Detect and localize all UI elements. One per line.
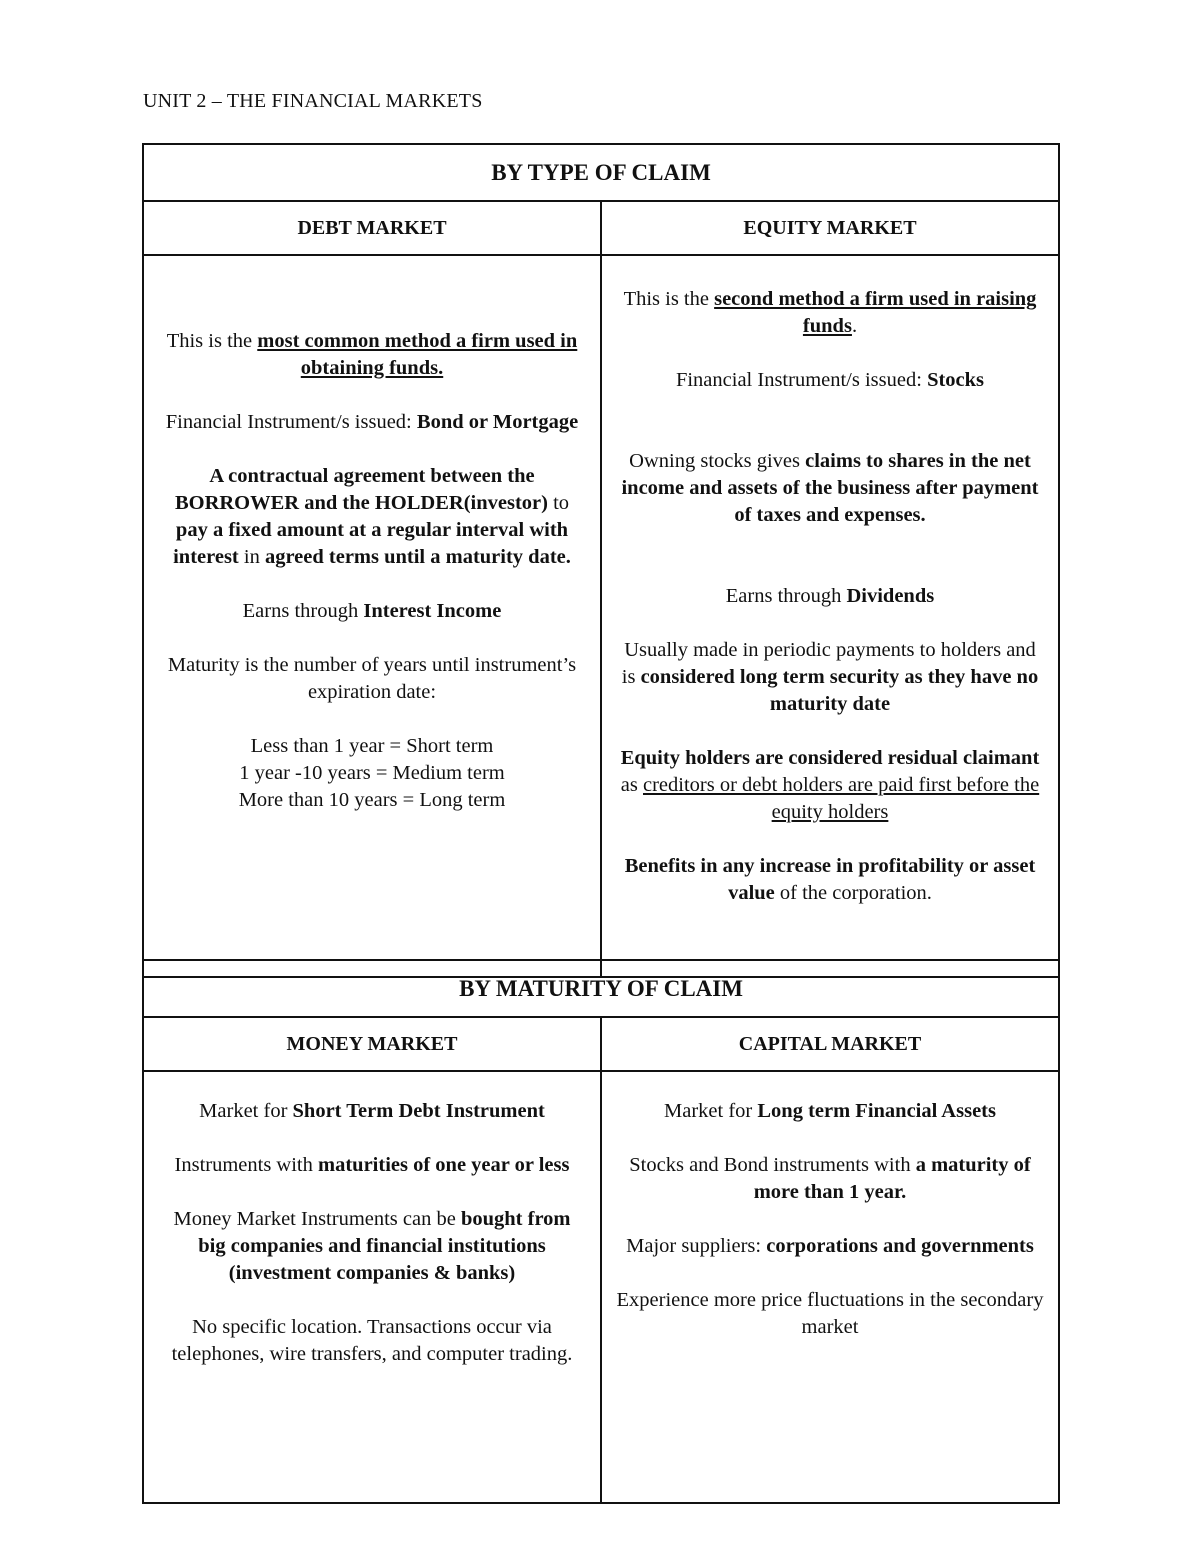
debt-earnings: Earns through Interest Income [242, 600, 502, 622]
capital-market-fluctuations: Experience more price fluctuations in the secondary market [616, 1289, 1044, 1338]
money-market-maturities: Instruments with maturities of one year or less [174, 1154, 570, 1176]
money-market-cell [143, 1071, 601, 1503]
capital-market-header: CAPITAL MARKET [601, 1017, 1059, 1071]
money-market-header: MONEY MARKET [143, 1017, 601, 1071]
maturity-of-claim-title: BY MATURITY OF CLAIM [143, 960, 1059, 1017]
equity-instruments: Financial Instrument/s issued: Stocks [675, 369, 985, 391]
debt-maturity-terms: Less than 1 year = Short term 1 year -10 years = Medium term More than 10 years = Long term [238, 735, 506, 811]
debt-definition: This is the most common method a firm used in obtaining funds. [166, 330, 578, 379]
equity-definition: This is the second method a firm used in raising funds. [623, 288, 1037, 337]
capital-market-cell [601, 1071, 1059, 1503]
equity-residual-claimant: Equity holders are considered residual claimant as creditors or debt holders are paid first before the equity holders [620, 747, 1040, 823]
type-of-claim-title: BY TYPE OF CLAIM [143, 144, 1059, 201]
equity-dividend-note: Usually made in periodic payments to holders and is considered long term security as they have no maturity date [621, 639, 1039, 715]
money-market-sources: Money Market Instruments can be bought from big companies and financial institutions (investment companies & banks) [173, 1208, 571, 1284]
capital-market-suppliers: Major suppliers: corporations and governments [626, 1235, 1034, 1257]
money-market-definition: Market for Short Term Debt Instrument [199, 1100, 545, 1122]
capital-market-definition: Market for Long term Financial Assets [664, 1100, 996, 1122]
debt-market-cell [143, 255, 601, 977]
equity-earnings: Earns through Dividends [725, 585, 935, 607]
equity-benefits: Benefits in any increase in profitability or asset value of the corporation. [624, 855, 1036, 904]
debt-agreement: A contractual agreement between the BORROWER and the HOLDER(investor) to pay a fixed amount at a regular interval with interest in agreed terms until a maturity date. [173, 465, 571, 568]
debt-market-header: DEBT MARKET [143, 201, 601, 255]
maturity-of-claim-table [142, 959, 1060, 1504]
money-market-location: No specific location. Transactions occur via telephones, wire transfers, and computer trading. [171, 1316, 573, 1365]
equity-claims: Owning stocks gives claims to shares in the net income and assets of the business after payment of taxes and expenses. [621, 450, 1039, 526]
equity-market-header: EQUITY MARKET [601, 201, 1059, 255]
document-title: UNIT 2 – THE FINANCIAL MARKETS [143, 90, 483, 112]
capital-market-maturity: Stocks and Bond instruments with a maturity of more than 1 year. [629, 1154, 1031, 1203]
debt-instruments: Financial Instrument/s issued: Bond or Mortgage [165, 411, 579, 433]
debt-maturity-definition: Maturity is the number of years until instrument’s expiration date: [167, 654, 577, 703]
type-of-claim-table [142, 143, 1060, 978]
equity-market-cell [601, 255, 1059, 977]
